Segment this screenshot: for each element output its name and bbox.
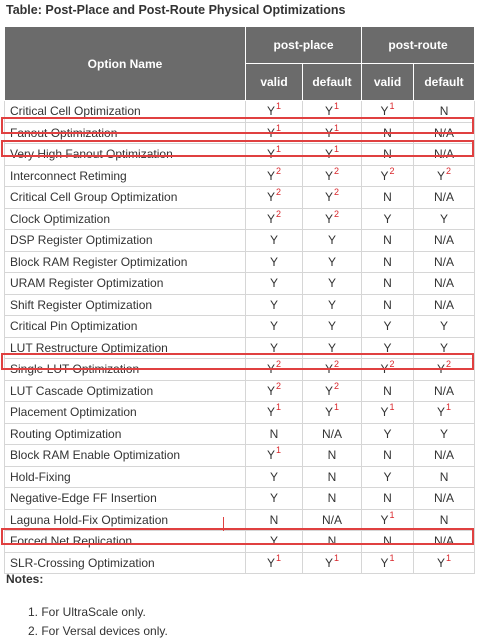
post-place-valid-cell (246, 531, 303, 553)
post-place-default-cell (303, 359, 362, 381)
post-route-valid-value: N (383, 125, 392, 140)
post-place-default-cell (303, 402, 362, 424)
post-place-default-cell (303, 466, 362, 488)
footnote-ref: 1 (334, 144, 340, 155)
post-place-default-cell (303, 316, 362, 338)
post-place-valid-cell (246, 316, 303, 338)
table-row (5, 187, 475, 209)
footnote-ref: 1 (276, 122, 282, 133)
table-row (5, 316, 475, 338)
post-place-default-value: Y (324, 147, 333, 162)
footnote-ref: 1 (389, 101, 395, 112)
post-route-valid-value: Y (380, 104, 389, 119)
post-route-default-value: N/A (434, 297, 455, 312)
post-place-default-cell (303, 509, 362, 531)
post-route-default-value: N/A (434, 147, 455, 162)
header-post-route-valid: valid (362, 64, 414, 101)
table-row (5, 380, 475, 402)
option-name-cell: DSP Register Optimization (5, 230, 246, 252)
option-name-cell: Fanout Optimization (5, 122, 246, 144)
post-place-valid-cell (246, 445, 303, 467)
post-place-default-cell (303, 230, 362, 252)
table-row (5, 531, 475, 553)
footnote-ref: 1 (446, 552, 452, 563)
post-place-valid-cell (246, 144, 303, 166)
post-place-default-cell (303, 445, 362, 467)
post-route-valid-value: Y (380, 168, 389, 183)
post-route-default-value: N/A (434, 448, 455, 463)
post-place-valid-cell (246, 359, 303, 381)
post-place-valid-value: Y (266, 168, 275, 183)
post-route-default-value: N/A (434, 534, 455, 549)
post-place-valid-cell (246, 380, 303, 402)
post-place-valid-value: Y (269, 534, 278, 549)
post-place-default-value: N (327, 469, 337, 484)
table-body (5, 101, 475, 574)
post-place-default-cell (303, 187, 362, 209)
post-route-valid-cell (362, 316, 414, 338)
post-place-default-value: N/A (322, 512, 343, 527)
option-name-cell: Negative-Edge FF Insertion (5, 488, 246, 510)
post-place-default-value: Y (324, 383, 333, 398)
table-row (5, 294, 475, 316)
option-name-cell: Placement Optimization (5, 402, 246, 424)
post-route-default-cell (414, 552, 475, 574)
post-route-valid-value: N (383, 254, 392, 269)
footnote-ref: 2 (334, 208, 340, 219)
post-route-valid-value: Y (383, 319, 392, 334)
footnote-ref: 2 (276, 165, 282, 176)
post-route-default-cell (414, 294, 475, 316)
footnote-ref: 2 (276, 208, 282, 219)
post-route-valid-value: N (383, 491, 392, 506)
post-route-default-value: Y (437, 362, 446, 377)
footnote-ref: 1 (276, 101, 282, 112)
post-route-default-cell (414, 531, 475, 553)
post-route-default-cell (414, 208, 475, 230)
table-row (5, 423, 475, 445)
post-route-valid-value: N (383, 383, 392, 398)
post-place-valid-value: Y (269, 297, 278, 312)
table-row (5, 509, 475, 531)
post-route-valid-cell (362, 337, 414, 359)
table-row (5, 337, 475, 359)
post-route-valid-cell (362, 208, 414, 230)
post-place-default-cell (303, 294, 362, 316)
post-route-default-cell (414, 101, 475, 123)
post-place-valid-value: Y (269, 276, 278, 291)
post-route-valid-cell (362, 230, 414, 252)
table-row (5, 402, 475, 424)
option-name-cell: Routing Optimization (5, 423, 246, 445)
footnote-ref: 2 (334, 359, 340, 370)
table-row (5, 552, 475, 574)
header-post-route: post-route (362, 27, 475, 64)
post-place-valid-cell (246, 466, 303, 488)
post-route-valid-cell (362, 402, 414, 424)
post-route-valid-cell (362, 359, 414, 381)
post-place-valid-value: Y (269, 233, 278, 248)
post-route-valid-value: Y (383, 426, 392, 441)
option-name-cell: Critical Pin Optimization (5, 316, 246, 338)
post-route-valid-cell (362, 165, 414, 187)
post-route-default-cell (414, 165, 475, 187)
post-route-default-value: N/A (434, 383, 455, 398)
option-name-cell: Block RAM Enable Optimization (5, 445, 246, 467)
post-route-valid-cell (362, 552, 414, 574)
post-route-valid-cell (362, 273, 414, 295)
notes-heading: Notes: (6, 572, 44, 586)
post-place-default-cell (303, 488, 362, 510)
post-route-default-value: Y (437, 405, 446, 420)
post-route-default-value: N (439, 469, 449, 484)
table-row (5, 273, 475, 295)
post-route-valid-value: N (383, 534, 392, 549)
annotation-mark (223, 517, 224, 531)
post-place-default-cell (303, 251, 362, 273)
header-post-route-default: default (414, 64, 475, 101)
post-place-default-cell (303, 531, 362, 553)
header-post-place-valid: valid (246, 64, 303, 101)
post-route-valid-value: Y (380, 362, 389, 377)
footnote-ref: 1 (389, 509, 395, 520)
post-route-default-cell (414, 466, 475, 488)
footnote-ref: 1 (334, 101, 340, 112)
post-place-default-value: Y (324, 104, 333, 119)
option-name-cell: Forced Net Replication (5, 531, 246, 553)
post-place-default-value: Y (328, 340, 337, 355)
footnote-ref: 1 (334, 552, 340, 563)
table-row (5, 165, 475, 187)
table-row (5, 144, 475, 166)
post-route-valid-value: N (383, 448, 392, 463)
post-place-valid-cell (246, 337, 303, 359)
post-route-default-cell (414, 337, 475, 359)
post-place-valid-cell (246, 294, 303, 316)
footnote-ref: 2 (389, 165, 395, 176)
table-title: Table: Post-Place and Post-Route Physical Optimizations (6, 3, 346, 17)
post-route-default-cell (414, 359, 475, 381)
table-row (5, 208, 475, 230)
post-route-default-cell (414, 402, 475, 424)
post-place-default-cell (303, 552, 362, 574)
footnote-ref: 2 (334, 187, 340, 198)
post-place-default-value: Y (324, 555, 333, 570)
post-route-valid-cell (362, 466, 414, 488)
post-route-default-cell (414, 380, 475, 402)
option-name-cell: Interconnect Retiming (5, 165, 246, 187)
footnote-ref: 2 (334, 380, 340, 391)
post-route-default-value: N/A (434, 276, 455, 291)
post-place-valid-value: Y (269, 340, 278, 355)
post-place-valid-cell (246, 187, 303, 209)
table-row (5, 359, 475, 381)
table-row (5, 488, 475, 510)
post-place-valid-cell (246, 402, 303, 424)
footnote-ref: 2 (276, 187, 282, 198)
footnote-ref: 1 (334, 402, 340, 413)
post-route-default-cell (414, 423, 475, 445)
footnote-ref: 1 (334, 122, 340, 133)
footnote-ref: 2 (446, 359, 452, 370)
option-name-cell: Shift Register Optimization (5, 294, 246, 316)
post-place-default-cell (303, 101, 362, 123)
post-place-default-cell (303, 423, 362, 445)
post-place-default-value: Y (324, 190, 333, 205)
post-place-valid-value: Y (269, 319, 278, 334)
header-post-place-default: default (303, 64, 362, 101)
post-route-default-cell (414, 488, 475, 510)
footnote-ref: 1 (276, 552, 282, 563)
table-row (5, 251, 475, 273)
post-place-default-value: N (327, 448, 337, 463)
post-route-valid-value: Y (380, 555, 389, 570)
post-route-default-value: Y (440, 319, 449, 334)
option-name-cell: Very High Fanout Optimization (5, 144, 246, 166)
post-place-valid-cell (246, 251, 303, 273)
post-place-valid-value: Y (266, 190, 275, 205)
post-place-valid-cell (246, 208, 303, 230)
footnote-ref: 1 (389, 552, 395, 563)
post-route-valid-cell (362, 294, 414, 316)
post-route-valid-cell (362, 144, 414, 166)
post-place-default-cell (303, 122, 362, 144)
post-place-valid-cell (246, 509, 303, 531)
post-place-valid-cell (246, 101, 303, 123)
post-place-default-cell (303, 165, 362, 187)
footnote-ref: 1 (276, 144, 282, 155)
post-route-default-cell (414, 273, 475, 295)
post-place-valid-cell (246, 423, 303, 445)
post-route-default-value: Y (440, 211, 449, 226)
post-place-default-value: Y (324, 125, 333, 140)
post-place-valid-value: Y (266, 405, 275, 420)
post-place-valid-value: Y (269, 469, 278, 484)
note-2: 2. For Versal devices only. (28, 624, 168, 638)
post-route-default-value: N (439, 512, 449, 527)
post-route-default-value: N/A (434, 254, 455, 269)
post-place-valid-value: Y (266, 448, 275, 463)
post-place-valid-value: Y (266, 555, 275, 570)
post-route-valid-cell (362, 531, 414, 553)
post-route-valid-value: N (383, 276, 392, 291)
post-place-default-value: Y (324, 211, 333, 226)
post-route-valid-value: N (383, 147, 392, 162)
post-place-default-cell (303, 208, 362, 230)
post-place-default-cell (303, 144, 362, 166)
post-place-default-value: N (327, 534, 337, 549)
post-route-default-cell (414, 144, 475, 166)
post-route-default-cell (414, 445, 475, 467)
post-place-default-value: Y (324, 362, 333, 377)
post-route-default-value: N/A (434, 190, 455, 205)
post-place-valid-cell (246, 122, 303, 144)
footnote-ref: 2 (389, 359, 395, 370)
post-place-default-cell (303, 380, 362, 402)
post-route-default-value: N (439, 104, 449, 119)
post-route-valid-cell (362, 187, 414, 209)
post-route-valid-cell (362, 251, 414, 273)
option-name-cell: LUT Restructure Optimization (5, 337, 246, 359)
post-route-default-value: N/A (434, 233, 455, 248)
post-place-default-value: Y (324, 405, 333, 420)
post-place-valid-cell (246, 165, 303, 187)
post-route-default-value: N/A (434, 125, 455, 140)
post-route-default-cell (414, 509, 475, 531)
table-row (5, 101, 475, 123)
post-place-default-value: Y (328, 233, 337, 248)
post-route-default-cell (414, 316, 475, 338)
optimizations-table (4, 26, 475, 574)
post-place-valid-value: Y (266, 211, 275, 226)
post-route-default-value: Y (440, 426, 449, 441)
post-route-valid-value: Y (383, 340, 392, 355)
footnote-ref: 1 (276, 402, 282, 413)
post-place-valid-value: Y (266, 147, 275, 162)
post-place-default-value: Y (328, 254, 337, 269)
post-route-default-value: Y (437, 555, 446, 570)
post-place-valid-value: Y (266, 104, 275, 119)
post-route-valid-cell (362, 445, 414, 467)
post-route-valid-value: Y (383, 211, 392, 226)
post-route-default-value: Y (440, 340, 449, 355)
option-name-cell: Hold-Fixing (5, 466, 246, 488)
footnote-ref: 2 (334, 165, 340, 176)
footnote-ref: 1 (276, 445, 282, 456)
post-route-valid-cell (362, 122, 414, 144)
post-route-valid-value: N (383, 233, 392, 248)
post-route-valid-cell (362, 488, 414, 510)
post-route-default-cell (414, 251, 475, 273)
post-place-valid-value: N (269, 426, 279, 441)
footnote-ref: 2 (276, 359, 282, 370)
post-route-valid-cell (362, 509, 414, 531)
post-route-default-cell (414, 230, 475, 252)
post-place-valid-value: Y (266, 362, 275, 377)
footnote-ref: 2 (276, 380, 282, 391)
post-place-valid-cell (246, 488, 303, 510)
header-post-place: post-place (246, 27, 362, 64)
option-name-cell: Block RAM Register Optimization (5, 251, 246, 273)
post-place-valid-value: Y (266, 125, 275, 140)
footnote-ref: 1 (446, 402, 452, 413)
post-route-valid-value: N (383, 190, 392, 205)
table-row (5, 466, 475, 488)
post-place-default-value: Y (328, 276, 337, 291)
post-route-default-value: Y (437, 168, 446, 183)
post-place-default-cell (303, 273, 362, 295)
post-route-default-cell (414, 187, 475, 209)
header-option-name: Option Name (5, 27, 246, 101)
option-name-cell: Clock Optimization (5, 208, 246, 230)
post-place-valid-cell (246, 230, 303, 252)
post-route-valid-value: Y (380, 512, 389, 527)
post-place-default-value: Y (324, 168, 333, 183)
post-place-default-value: N/A (322, 426, 343, 441)
option-name-cell: Critical Cell Group Optimization (5, 187, 246, 209)
post-route-valid-cell (362, 423, 414, 445)
post-route-valid-value: Y (383, 469, 392, 484)
option-name-cell: Single LUT Optimization (5, 359, 246, 381)
post-place-default-value: N (327, 491, 337, 506)
post-route-valid-value: Y (380, 405, 389, 420)
note-1: 1. For UltraScale only. (28, 605, 146, 619)
post-route-default-value: N/A (434, 491, 455, 506)
footnote-ref: 2 (446, 165, 452, 176)
option-name-cell: SLR-Crossing Optimization (5, 552, 246, 574)
post-place-valid-cell (246, 552, 303, 574)
post-place-valid-value: Y (266, 383, 275, 398)
post-route-valid-cell (362, 101, 414, 123)
post-route-valid-value: N (383, 297, 392, 312)
table-row (5, 445, 475, 467)
option-name-cell: Critical Cell Optimization (5, 101, 246, 123)
option-name-cell: Laguna Hold-Fix Optimization (5, 509, 246, 531)
post-route-valid-cell (362, 380, 414, 402)
post-place-default-cell (303, 337, 362, 359)
post-place-default-value: Y (328, 297, 337, 312)
post-place-valid-value: Y (269, 254, 278, 269)
table-row (5, 230, 475, 252)
post-place-valid-cell (246, 273, 303, 295)
post-place-valid-value: N (269, 512, 279, 527)
footnote-ref: 1 (389, 402, 395, 413)
post-route-default-cell (414, 122, 475, 144)
post-place-default-value: Y (328, 319, 337, 334)
table-row (5, 122, 475, 144)
post-place-valid-value: Y (269, 491, 278, 506)
option-name-cell: URAM Register Optimization (5, 273, 246, 295)
option-name-cell: LUT Cascade Optimization (5, 380, 246, 402)
